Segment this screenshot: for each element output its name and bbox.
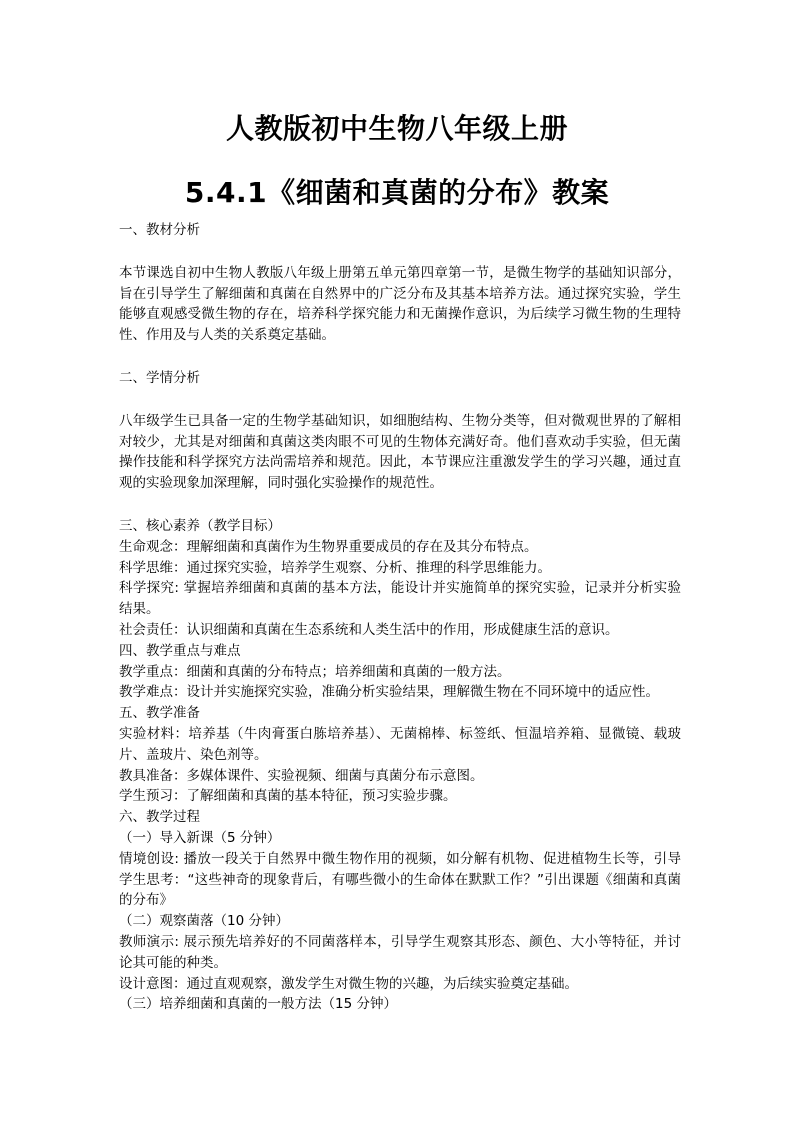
goal-social-responsibility: 社会责任：认识细菌和真菌在生态系统和人类生活中的作用，形成健康生活的意识。	[119, 621, 619, 638]
teaching-difficulty: 教学难点：设计并实施探究实验，准确分析实验结果，理解微生物在不同环境中的适应性。	[119, 684, 659, 701]
goal-scientific-thinking: 科学思维：通过探究实验，培养学生观察、分析、推理的科学思维能力。	[119, 559, 551, 576]
process-step2-heading: （二）观察菌落（10 分钟）	[119, 913, 289, 930]
document-title: 人教版初中生物八年级上册	[225, 112, 568, 145]
section-heading-preparation: 五、教学准备	[119, 705, 200, 722]
document-body	[119, 220, 681, 1015]
section-heading-core-literacy: 三、核心素养（教学目标）	[119, 517, 281, 534]
process-step1-heading: （一）导入新课（5 分钟）	[119, 829, 281, 846]
process-step1-text: 情境创设: 播放一段关于自然界中微生物作用的视频，如分解有机物、促进植物生长等，引导学生思考：“这些神奇的现象背后，有哪些微小的生命体在默默工作？”引出课题《细菌和真菌的分布》	[119, 850, 681, 909]
prep-preview: 学生预习：了解细菌和真菌的基本特征，预习实验步骤。	[119, 788, 457, 805]
section-text-textbook-analysis: 本节课选自初中生物人教版八年级上册第五单元第四章第一节，是微生物学的基础知识部分，旨在引导学生了解细菌和真菌在自然界中的广泛分布及其基本培养方法。通过探究实验，学生能够直观感受微生物的存在，培养科学探究能力和无菌操作意识，为后续学习微生物的生理特性、作用及与人类的关系奠定基础。	[119, 264, 681, 344]
process-step3-heading: （三）培养细菌和真菌的一般方法（15 分钟）	[119, 996, 397, 1013]
process-step2-text: 教师演示: 展示预先培养好的不同菌落样本，引导学生观察其形态、颜色、大小等特征，并讨论其可能的种类。	[119, 933, 681, 971]
section-heading-key-difficult: 四、教学重点与难点	[119, 642, 241, 659]
section-heading-student-analysis: 二、学情分析	[119, 369, 200, 386]
goal-scientific-inquiry: 科学探究: 掌握培养细菌和真菌的基本方法，能设计并实施简单的探究实验，记录并分析实验结果。	[119, 580, 681, 618]
teaching-key-point: 教学重点：细菌和真菌的分布特点；培养细菌和真菌的一般方法。	[119, 663, 511, 680]
prep-tools: 教具准备：多媒体课件、实验视频、细菌与真菌分布示意图。	[119, 767, 484, 784]
section-heading-textbook-analysis: 一、教材分析	[119, 222, 200, 238]
goal-life-concept: 生命观念：理解细菌和真菌作为生物界重要成员的存在及其分布特点。	[119, 538, 538, 555]
section-text-student-analysis: 八年级学生已具备一定的生物学基础知识，如细胞结构、生物分类等，但对微观世界的了解相对较少，尤其是对细菌和真菌这类肉眼不可见的生物体充满好奇。他们喜欢动手实验，但无菌操作技能和科学探究方法尚需培养和规范。因此，本节课应注重激发学生的学习兴趣，通过直观的实验现象加深理解，同时强化实验操作的规范性。	[119, 412, 681, 492]
document-subtitle: 5.4.1《细菌和真菌的分布》教案	[184, 176, 610, 209]
process-step2-design: 设计意图：通过直观观察，激发学生对微生物的兴趣，为后续实验奠定基础。	[119, 975, 578, 992]
prep-materials: 实验材料：培养基（牛肉膏蛋白胨培养基）、无菌棉棒、标签纸、恒温培养箱、显微镜、载玻片、盖玻片、染色剂等。	[119, 725, 681, 763]
section-heading-process: 六、教学过程	[119, 809, 200, 826]
